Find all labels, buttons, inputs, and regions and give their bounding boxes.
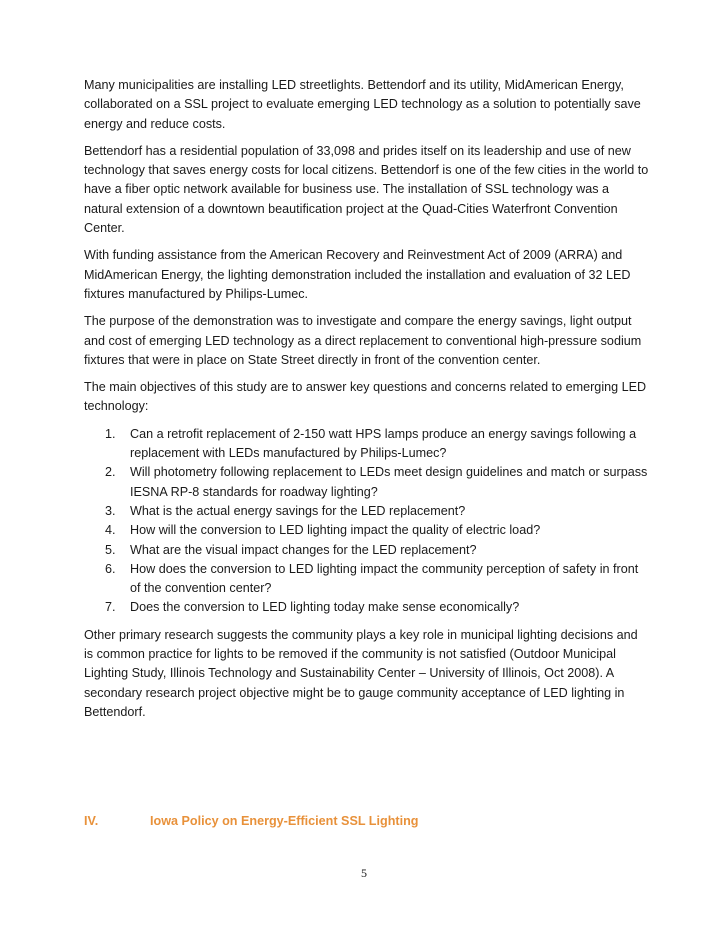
section-number: IV. xyxy=(84,814,99,828)
paragraph-funding: With funding assistance from the American Recovery and Reinvestment Act of 2009 (ARRA) and MidAmerican Energy, the lighting demonstration included the installation and evaluation of 32 LED fixtures manufactured by Philips-Lumec. xyxy=(84,248,631,301)
list-item-text: What is the actual energy savings for the LED replacement? xyxy=(130,503,466,518)
list-item-number: 7. xyxy=(105,600,116,615)
list-item-number: 5. xyxy=(105,542,116,557)
paragraph-purpose: The purpose of the demonstration was to investigate and compare the energy savings, light output and cost of emerging LED technology as a direct replacement to conventional high-pressure sodium fixtures that were in place on State Street directly in front of the convention center. xyxy=(84,314,642,367)
page-number: 5 xyxy=(361,866,367,880)
list-item xyxy=(84,425,650,464)
list-item-text: How does the conversion to LED lighting impact the community perception of safety in front of the convention center? xyxy=(130,561,639,596)
list-item-number: 4. xyxy=(105,523,116,538)
list-item-number: 3. xyxy=(105,503,116,518)
paragraph-objectives-intro: The main objectives of this study are to answer key questions and concerns related to emerging LED technology: xyxy=(84,380,647,414)
list-item-number: 2. xyxy=(105,465,116,480)
list-item-number: 1. xyxy=(105,426,116,441)
paragraph-intro: Many municipalities are installing LED streetlights. Bettendorf and its utility, MidAmerican Energy, collaborated on a SSL project to evaluate emerging LED technology as a solution to potentially save energy and reduce costs. xyxy=(84,78,641,131)
objectives-list xyxy=(84,425,650,618)
list-item-number: 6. xyxy=(105,561,116,576)
list-item-text: What are the visual impact changes for the LED replacement? xyxy=(130,542,477,557)
list-item-text: Can a retrofit replacement of 2-150 watt HPS lamps produce an energy savings following a replacement with LEDs manufactured by Philips-Lumec? xyxy=(130,426,637,461)
list-item-text: Does the conversion to LED lighting today make sense economically? xyxy=(130,600,520,615)
paragraph-population: Bettendorf has a residential population of 33,098 and prides itself on its leadership and use of new technology that saves energy costs for local citizens. Bettendorf is one of the few cities in the world to have a fiber optic network available for business use. The installation of SSL technology was a natural extension of a downtown beautification project at the Quad-Cities Waterfront Convention Center. xyxy=(84,143,649,236)
list-item xyxy=(84,598,650,617)
list-item xyxy=(84,463,650,502)
list-item xyxy=(84,541,650,560)
section-title: Iowa Policy on Energy-Efficient SSL Lighting xyxy=(150,814,419,828)
document-body xyxy=(84,76,650,730)
list-item xyxy=(84,502,650,521)
paragraph-community: Other primary research suggests the community plays a key role in municipal lighting decisions and is common practice for lights to be removed if the community is not satisfied (Outdoor Municipal Lighting Study, Illinois Technology and Sustainability Center – University of Illinois, Oct 2008). A secondary research project objective might be to gauge community acceptance of LED lighting in Bettendorf. xyxy=(84,627,638,719)
list-item-text: Will photometry following replacement to LEDs meet design guidelines and match or surpass IESNA RP-8 standards for roadway lighting? xyxy=(130,465,648,499)
list-item xyxy=(84,560,650,599)
list-item xyxy=(84,521,650,540)
list-item-text: How will the conversion to LED lighting impact the quality of electric load? xyxy=(130,523,541,538)
